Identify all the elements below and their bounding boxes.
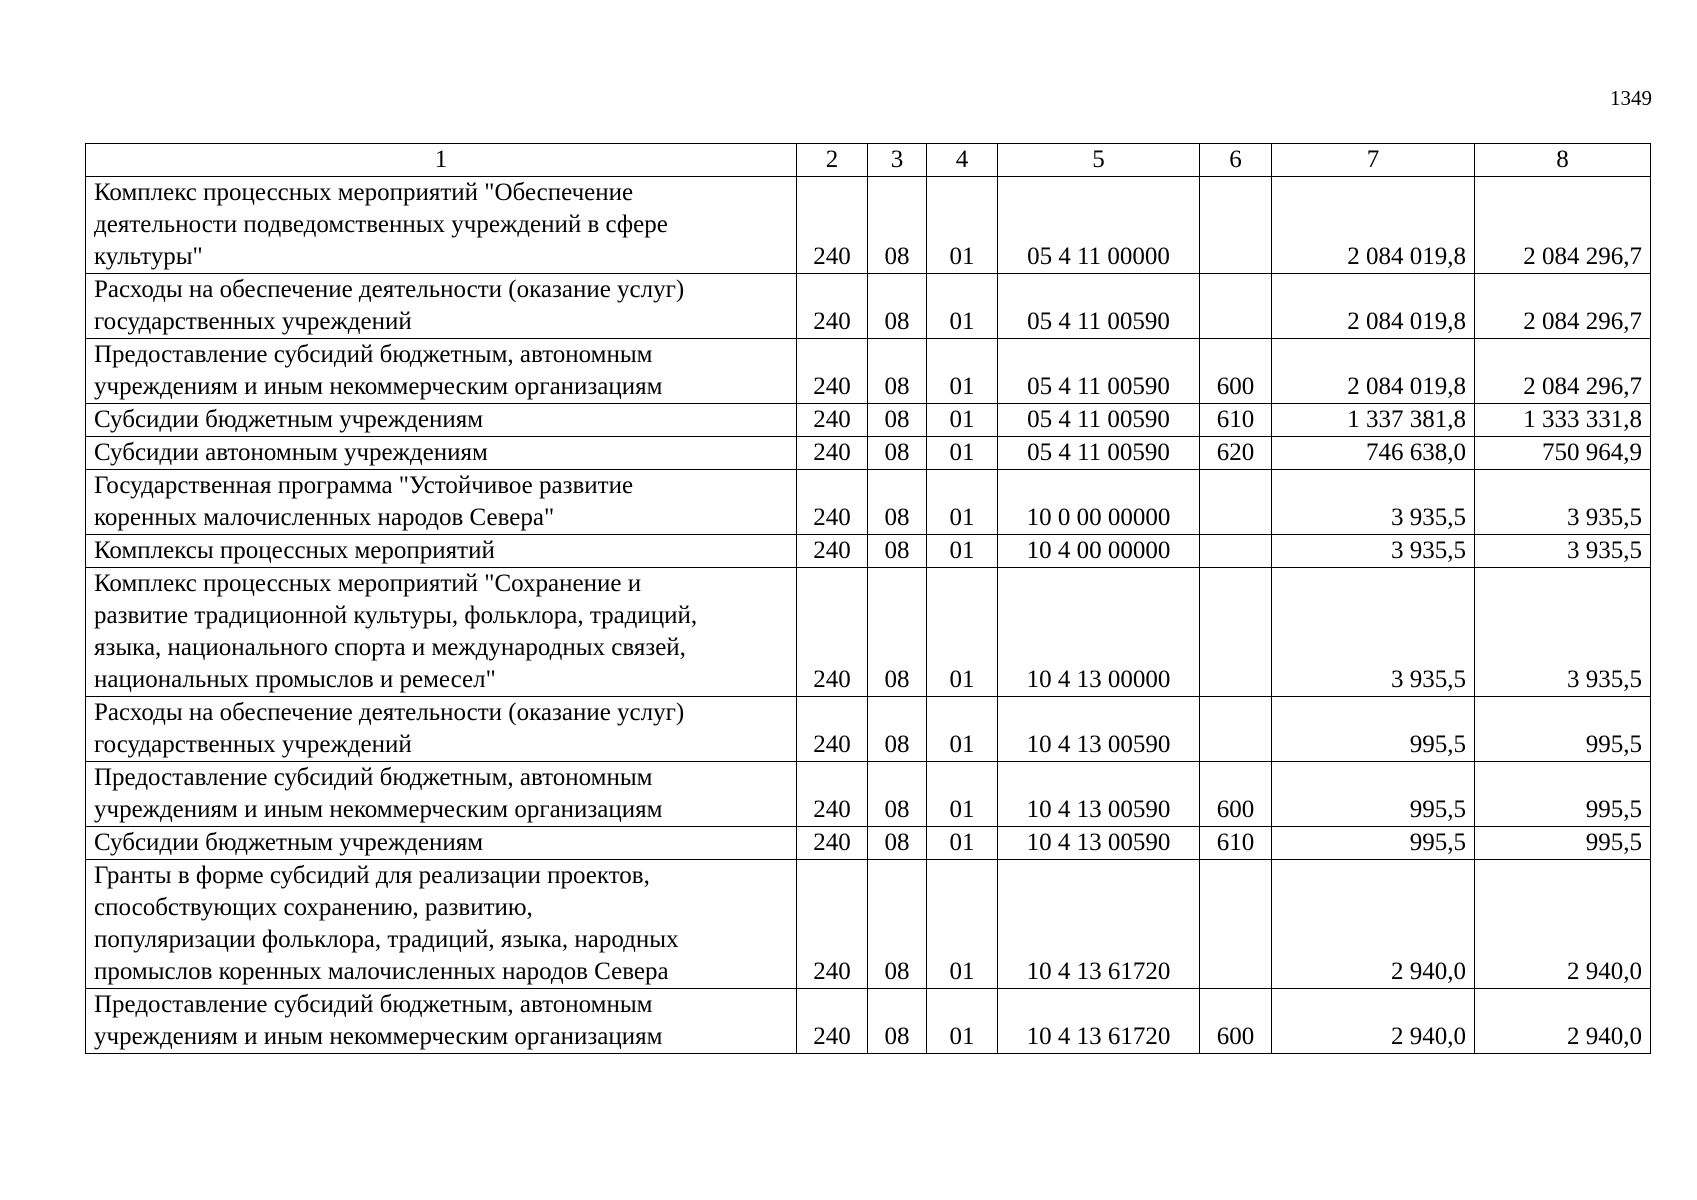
- col-7-cell: 1 337 381,8: [1272, 404, 1475, 437]
- col-7-cell: 2 940,0: [1272, 860, 1475, 989]
- col-3-cell: 08: [868, 470, 927, 535]
- row-name-cell: [86, 404, 797, 437]
- col-4-cell: 01: [927, 860, 998, 989]
- col-5-cell: 10 4 13 00000: [998, 568, 1200, 697]
- table-row: [86, 762, 1651, 827]
- col-7-cell: 3 935,5: [1272, 470, 1475, 535]
- col-7-cell: 995,5: [1272, 762, 1475, 827]
- header-row: [86, 144, 1651, 177]
- col-8-cell: 3 935,5: [1475, 568, 1651, 697]
- col-8-cell: 995,5: [1475, 762, 1651, 827]
- col-8-cell: 3 935,5: [1475, 535, 1651, 568]
- row-name-line: Комплекс процессных мероприятий "Обеспечение: [94, 179, 634, 206]
- row-name-cell: [86, 827, 797, 860]
- col-5-cell: 10 4 13 61720: [998, 860, 1200, 989]
- budget-table: [85, 143, 1651, 1054]
- col-7-cell: 2 940,0: [1272, 989, 1475, 1054]
- col-6-cell: 600: [1200, 339, 1272, 404]
- col-3-cell: 08: [868, 404, 927, 437]
- col-6-cell: 600: [1200, 762, 1272, 827]
- header-cell: 2: [797, 144, 868, 177]
- col-5-cell: 05 4 11 00590: [998, 274, 1200, 339]
- row-name-line: Расходы на обеспечение деятельности (оказание услуг): [94, 699, 685, 726]
- col-2-cell: 240: [797, 177, 868, 274]
- col-4-cell: 01: [927, 535, 998, 568]
- row-name-line: Расходы на обеспечение деятельности (оказание услуг): [94, 276, 685, 303]
- row-name-cell: [86, 860, 797, 989]
- col-3-cell: 08: [868, 989, 927, 1054]
- table-row: [86, 860, 1651, 989]
- col-2-cell: 240: [797, 470, 868, 535]
- row-name-line: развитие традиционной культуры, фольклора, традиций,: [94, 602, 698, 629]
- col-6-cell: 610: [1200, 827, 1272, 860]
- col-4-cell: 01: [927, 339, 998, 404]
- col-2-cell: 240: [797, 762, 868, 827]
- row-name-line: Государственная программа "Устойчивое развитие: [94, 472, 634, 499]
- table-row: [86, 697, 1651, 762]
- row-name-line: национальных промыслов и ремесел": [94, 666, 496, 693]
- col-8-cell: 750 964,9: [1475, 437, 1651, 470]
- col-8-cell: 3 935,5: [1475, 470, 1651, 535]
- col-3-cell: 08: [868, 827, 927, 860]
- col-4-cell: 01: [927, 762, 998, 827]
- row-name-line: популяризации фольклора, традиций, языка, народных: [94, 926, 679, 953]
- col-6-cell: [1200, 274, 1272, 339]
- col-5-cell: 10 0 00 00000: [998, 470, 1200, 535]
- col-3-cell: 08: [868, 535, 927, 568]
- col-8-cell: 2 940,0: [1475, 860, 1651, 989]
- table-row: [86, 274, 1651, 339]
- col-2-cell: 240: [797, 339, 868, 404]
- row-name-cell: [86, 762, 797, 827]
- col-7-cell: 995,5: [1272, 697, 1475, 762]
- header-cell: 6: [1200, 144, 1272, 177]
- table-row: [86, 437, 1651, 470]
- table-row: [86, 535, 1651, 568]
- col-5-cell: 10 4 13 00590: [998, 762, 1200, 827]
- row-name-line: государственных учреждений: [94, 308, 412, 335]
- col-8-cell: 2 084 296,7: [1475, 339, 1651, 404]
- header-cell: 7: [1272, 144, 1475, 177]
- row-name-line: Субсидии автономным учреждениям: [94, 439, 488, 466]
- col-2-cell: 240: [797, 404, 868, 437]
- row-name-line: Комплекс процессных мероприятий "Сохранение и: [94, 570, 642, 597]
- col-3-cell: 08: [868, 339, 927, 404]
- row-name-line: коренных малочисленных народов Севера": [94, 504, 555, 531]
- col-4-cell: 01: [927, 274, 998, 339]
- col-5-cell: 10 4 00 00000: [998, 535, 1200, 568]
- col-6-cell: [1200, 177, 1272, 274]
- row-name-line: государственных учреждений: [94, 731, 412, 758]
- row-name-cell: [86, 568, 797, 697]
- row-name-cell: [86, 437, 797, 470]
- row-name-cell: [86, 470, 797, 535]
- col-4-cell: 01: [927, 697, 998, 762]
- col-4-cell: 01: [927, 177, 998, 274]
- header-cell: 5: [998, 144, 1200, 177]
- col-6-cell: [1200, 535, 1272, 568]
- row-name-line: способствующих сохранению, развитию,: [94, 894, 533, 921]
- col-6-cell: [1200, 568, 1272, 697]
- header-cell: 1: [86, 144, 797, 177]
- col-5-cell: 10 4 13 00590: [998, 827, 1200, 860]
- col-7-cell: 3 935,5: [1272, 568, 1475, 697]
- row-name-cell: [86, 339, 797, 404]
- table-row: [86, 827, 1651, 860]
- col-7-cell: 746 638,0: [1272, 437, 1475, 470]
- table-row: [86, 177, 1651, 274]
- col-5-cell: 05 4 11 00590: [998, 339, 1200, 404]
- row-name-cell: [86, 535, 797, 568]
- header-cell: 8: [1475, 144, 1651, 177]
- row-name-cell: [86, 989, 797, 1054]
- col-6-cell: 610: [1200, 404, 1272, 437]
- col-8-cell: 2 940,0: [1475, 989, 1651, 1054]
- col-3-cell: 08: [868, 697, 927, 762]
- col-4-cell: 01: [927, 437, 998, 470]
- col-6-cell: 620: [1200, 437, 1272, 470]
- table-row: [86, 568, 1651, 697]
- table-row: [86, 470, 1651, 535]
- row-name-line: Субсидии бюджетным учреждениям: [94, 829, 484, 856]
- col-5-cell: 05 4 11 00590: [998, 404, 1200, 437]
- col-6-cell: [1200, 470, 1272, 535]
- row-name-line: деятельности подведомственных учреждений в сфере: [94, 211, 668, 238]
- col-4-cell: 01: [927, 404, 998, 437]
- row-name-line: культуры": [94, 243, 203, 270]
- col-8-cell: 2 084 296,7: [1475, 177, 1651, 274]
- row-name-line: Предоставление субсидий бюджетным, автономным: [94, 341, 653, 368]
- table-row: [86, 404, 1651, 437]
- col-4-cell: 01: [927, 827, 998, 860]
- col-2-cell: 240: [797, 568, 868, 697]
- col-7-cell: 995,5: [1272, 827, 1475, 860]
- col-8-cell: 1 333 331,8: [1475, 404, 1651, 437]
- col-7-cell: 2 084 019,8: [1272, 274, 1475, 339]
- table-row: [86, 339, 1651, 404]
- row-name-line: языка, национального спорта и международных связей,: [94, 634, 686, 661]
- col-8-cell: 2 084 296,7: [1475, 274, 1651, 339]
- row-name-line: Субсидии бюджетным учреждениям: [94, 406, 484, 433]
- col-2-cell: 240: [797, 437, 868, 470]
- row-name-cell: [86, 274, 797, 339]
- col-4-cell: 01: [927, 989, 998, 1054]
- row-name-line: учреждениям и иным некоммерческим организациям: [94, 373, 663, 400]
- row-name-line: учреждениям и иным некоммерческим организациям: [94, 796, 663, 823]
- col-2-cell: 240: [797, 989, 868, 1054]
- col-2-cell: 240: [797, 860, 868, 989]
- col-4-cell: 01: [927, 568, 998, 697]
- col-5-cell: 10 4 13 00590: [998, 697, 1200, 762]
- table-row: [86, 989, 1651, 1054]
- col-6-cell: 600: [1200, 989, 1272, 1054]
- col-5-cell: 05 4 11 00590: [998, 437, 1200, 470]
- col-2-cell: 240: [797, 274, 868, 339]
- col-2-cell: 240: [797, 827, 868, 860]
- row-name-cell: [86, 177, 797, 274]
- col-7-cell: 2 084 019,8: [1272, 177, 1475, 274]
- row-name-line: Гранты в форме субсидий для реализации проектов,: [94, 862, 650, 889]
- col-8-cell: 995,5: [1475, 827, 1651, 860]
- page-number: 1349: [1610, 86, 1652, 110]
- col-7-cell: 2 084 019,8: [1272, 339, 1475, 404]
- col-3-cell: 08: [868, 437, 927, 470]
- row-name-line: Предоставление субсидий бюджетным, автономным: [94, 991, 653, 1018]
- col-2-cell: 240: [797, 535, 868, 568]
- col-7-cell: 3 935,5: [1272, 535, 1475, 568]
- row-name-line: учреждениям и иным некоммерческим организациям: [94, 1023, 663, 1050]
- header-cell: 3: [868, 144, 927, 177]
- header-cell: 4: [927, 144, 998, 177]
- row-name-line: Комплексы процессных мероприятий: [94, 537, 495, 564]
- col-3-cell: 08: [868, 274, 927, 339]
- col-2-cell: 240: [797, 697, 868, 762]
- col-3-cell: 08: [868, 177, 927, 274]
- row-name-line: Предоставление субсидий бюджетным, автономным: [94, 764, 653, 791]
- col-6-cell: [1200, 860, 1272, 989]
- col-5-cell: 05 4 11 00000: [998, 177, 1200, 274]
- col-3-cell: 08: [868, 568, 927, 697]
- col-6-cell: [1200, 697, 1272, 762]
- col-3-cell: 08: [868, 860, 927, 989]
- row-name-cell: [86, 697, 797, 762]
- col-4-cell: 01: [927, 470, 998, 535]
- col-5-cell: 10 4 13 61720: [998, 989, 1200, 1054]
- row-name-line: промыслов коренных малочисленных народов Севера: [94, 958, 669, 985]
- col-8-cell: 995,5: [1475, 697, 1651, 762]
- col-3-cell: 08: [868, 762, 927, 827]
